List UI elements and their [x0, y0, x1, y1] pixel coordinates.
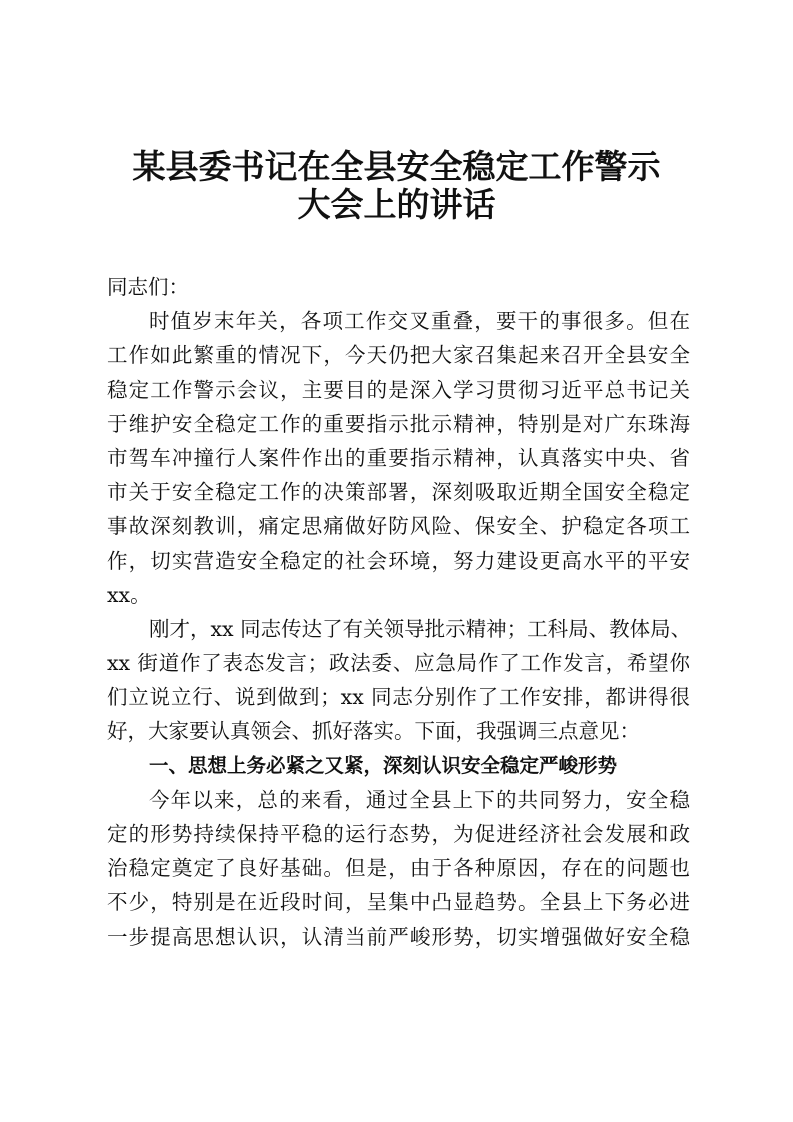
text-line: 今年以来，总的来看，通过全县上下的共同努力，安全稳: [149, 787, 690, 812]
text-line: 作，切实营造安全稳定的社会环境，努力建设更高水平的平安: [107, 548, 690, 573]
text-line: 于维护安全稳定工作的重要指示批示精神，特别是对广东珠海: [107, 411, 690, 436]
text-line: 稳定工作警示会议，主要目的是深入学习贯彻习近平总书记关: [107, 377, 690, 402]
text-line: 市关于安全稳定工作的决策部署，深刻吸取近期全国安全稳定: [107, 480, 690, 505]
text-line: 工作如此繁重的情况下，今天仍把大家召集起来召开全县安全: [107, 343, 690, 368]
title-line-2: 大会上的讲话: [297, 185, 496, 224]
paragraph: [107, 612, 690, 749]
document-body: [107, 270, 690, 954]
text-line: 治稳定奠定了良好基础。但是，由于各种原因，存在的问题也: [107, 856, 690, 881]
paragraph: [107, 783, 690, 954]
text-line: 一步提高思想认识，认清当前严峻形势，切实增强做好安全稳: [107, 924, 690, 949]
text-line: xx。: [107, 582, 151, 607]
greeting: 同志们：: [107, 275, 189, 299]
text-line: 事故深刻教训，痛定思痛做好防风险、保安全、护稳定各项工: [107, 514, 690, 539]
title-line-1: 某县委书记在全县安全稳定工作警示: [132, 147, 661, 186]
text-line: 好，大家要认真领会、抓好落实。下面，我强调三点意见：: [107, 719, 640, 744]
text-line: 市驾车冲撞行人案件作出的重要指示精神，认真落实中央、省: [107, 445, 690, 470]
text-line: 刚才，xx 同志传达了有关领导批示精神；工科局、教体局、: [149, 616, 692, 641]
text-line: 时值岁末年关，各项工作交叉重叠，要干的事很多。但在: [149, 309, 690, 334]
document-title: [0, 148, 793, 224]
text-line: xx 街道作了表态发言；政法委、应急局作了工作发言，希望你: [107, 651, 690, 676]
text-line: 不少，特别是在近段时间，呈集中凸显趋势。全县上下务必进: [107, 890, 690, 915]
text-line: 们立说立行、说到做到；xx 同志分别作了工作安排，都讲得很: [107, 685, 690, 710]
text-line: 定的形势持续保持平稳的运行态势，为促进经济社会发展和政: [107, 822, 690, 846]
section-heading: 一、思想上务必紧之又紧，深刻认识安全稳定严峻形势: [149, 753, 618, 777]
paragraph: [107, 304, 690, 612]
